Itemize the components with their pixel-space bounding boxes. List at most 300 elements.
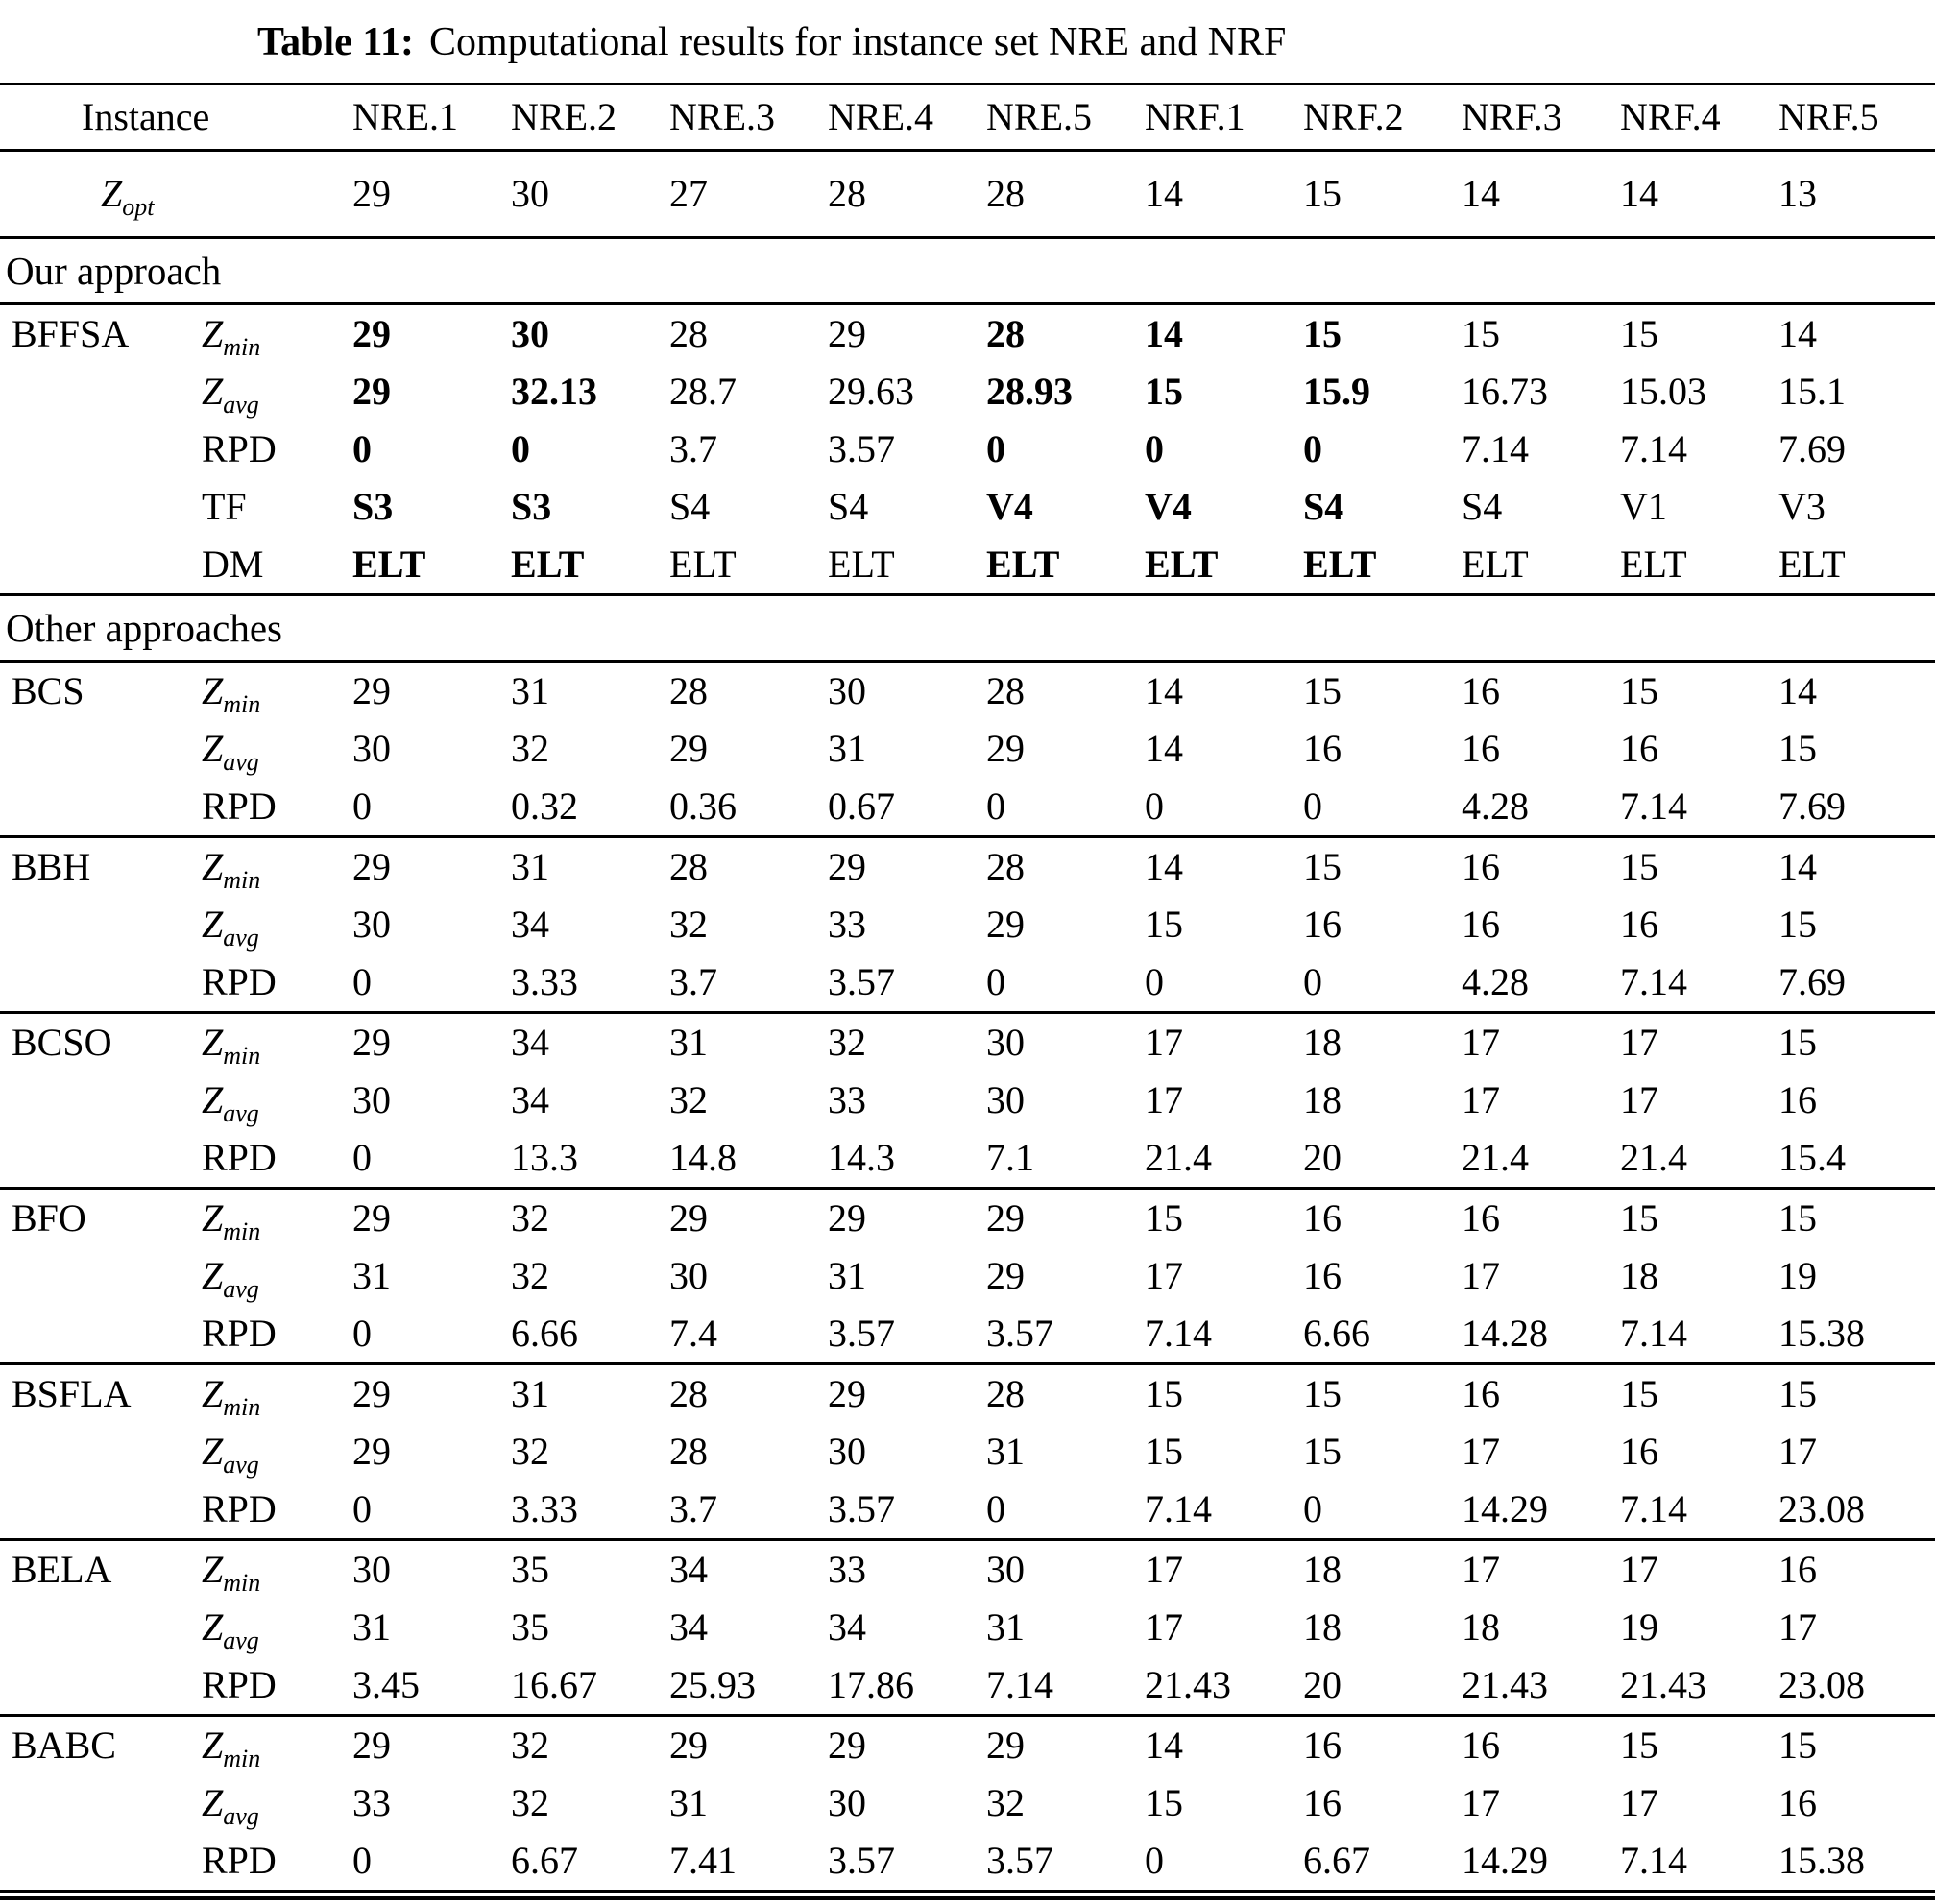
metric-subscript: avg bbox=[223, 1802, 259, 1830]
value-cell: 16 bbox=[1301, 1716, 1460, 1775]
data-row bbox=[0, 1540, 1935, 1600]
metric-label bbox=[197, 1716, 351, 1775]
value-cell: 16 bbox=[1620, 1430, 1659, 1473]
value-cell: 15 bbox=[1145, 370, 1184, 413]
value-cell: 30 bbox=[511, 312, 550, 355]
value-cell: 16 bbox=[1620, 727, 1659, 770]
metric-symbol: Z bbox=[202, 1605, 224, 1649]
value-cell: 29 bbox=[351, 1013, 509, 1073]
metric-subscript: avg bbox=[223, 1451, 259, 1479]
metric-symbol: Z bbox=[202, 1372, 224, 1415]
value-cell: 31 bbox=[986, 1430, 1026, 1473]
value-cell: 16 bbox=[1303, 727, 1342, 770]
value-cell: 3.57 bbox=[828, 427, 896, 470]
value-cell: 30 bbox=[986, 1078, 1026, 1121]
group-name: BCSO bbox=[0, 1013, 197, 1189]
metric-label: DM bbox=[202, 542, 264, 586]
metric-subscript: avg bbox=[223, 391, 259, 419]
value-cell: 28 bbox=[669, 1430, 709, 1473]
value-cell: 7.14 bbox=[1145, 1487, 1213, 1530]
value-cell: 16 bbox=[1462, 727, 1501, 770]
section-heading: Our approach bbox=[0, 238, 1935, 304]
metric-subscript: avg bbox=[223, 924, 259, 952]
value-cell: 7.41 bbox=[669, 1839, 738, 1882]
data-row bbox=[0, 536, 1935, 595]
value-cell: 3.7 bbox=[669, 960, 718, 1003]
value-cell: V4 bbox=[1145, 485, 1192, 528]
value-cell: 23.08 bbox=[1778, 1487, 1866, 1530]
data-row bbox=[0, 1774, 1935, 1832]
value-cell: 17 bbox=[1460, 1013, 1618, 1073]
value-cell: 28 bbox=[986, 312, 1026, 355]
metric-label: RPD bbox=[202, 1136, 277, 1179]
data-row bbox=[0, 720, 1935, 778]
value-cell: 3.57 bbox=[986, 1839, 1054, 1882]
column-header: NRE.5 bbox=[984, 84, 1143, 151]
data-row bbox=[0, 662, 1935, 721]
value-cell: 29 bbox=[352, 312, 392, 355]
value-cell: 15 bbox=[1303, 1430, 1342, 1473]
value-cell: 17 bbox=[1462, 1781, 1501, 1824]
value-cell: 18 bbox=[1301, 1013, 1460, 1073]
value-cell: 18 bbox=[1620, 1254, 1659, 1297]
value-cell: 19 bbox=[1620, 1605, 1659, 1649]
value-cell: S3 bbox=[352, 485, 394, 528]
group-name: BSFLA bbox=[0, 1364, 197, 1540]
metric-label: TF bbox=[202, 485, 247, 528]
value-cell: 32 bbox=[511, 1430, 550, 1473]
instance-column-header: Instance bbox=[0, 84, 351, 151]
value-cell: 17 bbox=[1620, 1078, 1659, 1121]
value-cell: 3.33 bbox=[511, 1487, 579, 1530]
value-cell: 7.69 bbox=[1778, 427, 1847, 470]
value-cell: ELT bbox=[1145, 542, 1219, 586]
value-cell: 0.36 bbox=[669, 784, 738, 828]
value-cell: 0 bbox=[1145, 1839, 1165, 1882]
data-row bbox=[0, 1305, 1935, 1364]
value-cell: 34 bbox=[511, 1078, 550, 1121]
value-cell: 31 bbox=[828, 1254, 867, 1297]
value-cell: 33 bbox=[828, 1078, 867, 1121]
data-row bbox=[0, 1072, 1935, 1129]
value-cell: 32 bbox=[509, 1716, 667, 1775]
value-cell: 15.1 bbox=[1778, 370, 1847, 413]
metric-subscript: avg bbox=[223, 1627, 259, 1654]
value-cell: 0 bbox=[352, 1136, 373, 1179]
value-cell: 16 bbox=[1460, 1364, 1618, 1424]
value-cell: 30 bbox=[352, 1078, 392, 1121]
value-cell: ELT bbox=[1303, 542, 1377, 586]
table-caption bbox=[0, 0, 1935, 83]
metric-symbol: Z bbox=[202, 370, 224, 413]
value-cell: V4 bbox=[986, 485, 1033, 528]
value-cell: 0 bbox=[352, 960, 373, 1003]
metric-subscript: min bbox=[223, 1393, 261, 1421]
metric-subscript: min bbox=[223, 1217, 261, 1245]
value-cell: 15 bbox=[1618, 1716, 1777, 1775]
value-cell: 29 bbox=[826, 837, 984, 897]
metric-symbol: Z bbox=[202, 1078, 224, 1121]
value-cell: 15 bbox=[1618, 1189, 1777, 1248]
metric-subscript: min bbox=[223, 333, 261, 361]
value-cell: 0 bbox=[1303, 960, 1323, 1003]
value-cell: 32 bbox=[509, 1189, 667, 1248]
value-cell: 15 bbox=[1145, 903, 1184, 946]
metric-symbol: Z bbox=[202, 903, 224, 946]
value-cell: ELT bbox=[352, 542, 426, 586]
metric-label bbox=[197, 1364, 351, 1424]
metric-symbol: Z bbox=[202, 727, 224, 770]
metric-label bbox=[197, 1423, 351, 1481]
zopt-row bbox=[0, 151, 1935, 238]
value-cell: 29 bbox=[986, 903, 1026, 946]
value-cell: 23.08 bbox=[1778, 1663, 1866, 1706]
value-cell: 15 bbox=[1777, 1013, 1935, 1073]
value-cell: 0 bbox=[986, 784, 1006, 828]
metric-label bbox=[197, 1247, 351, 1305]
value-cell: 7.14 bbox=[1620, 427, 1688, 470]
value-cell: 33 bbox=[828, 903, 867, 946]
metric-symbol: Z bbox=[202, 1430, 224, 1473]
value-cell: 4.28 bbox=[1462, 960, 1530, 1003]
value-cell: 29 bbox=[352, 1430, 392, 1473]
value-cell: 0 bbox=[986, 1487, 1006, 1530]
metric-symbol: Z bbox=[202, 1781, 224, 1824]
value-cell: 34 bbox=[511, 903, 550, 946]
value-cell: 30 bbox=[828, 1781, 867, 1824]
metric-label: RPD bbox=[202, 427, 277, 470]
group-name: BFO bbox=[0, 1189, 197, 1364]
value-cell: 14 bbox=[1143, 837, 1301, 897]
value-cell: 17 bbox=[1618, 1013, 1777, 1073]
value-cell: 15 bbox=[1143, 1189, 1301, 1248]
value-cell: 4.28 bbox=[1462, 784, 1530, 828]
value-cell: 16 bbox=[1620, 903, 1659, 946]
value-cell: 21.43 bbox=[1462, 1663, 1549, 1706]
value-cell: ELT bbox=[511, 542, 585, 586]
zopt-value: 28 bbox=[986, 172, 1026, 215]
value-cell: 16.73 bbox=[1462, 370, 1549, 413]
group-name: BFFSA bbox=[12, 312, 130, 355]
value-cell: 21.43 bbox=[1145, 1663, 1232, 1706]
value-cell: 7.1 bbox=[986, 1136, 1035, 1179]
value-cell: 14 bbox=[1778, 312, 1818, 355]
data-row bbox=[0, 478, 1935, 536]
value-cell: 34 bbox=[509, 1013, 667, 1073]
value-cell: 6.66 bbox=[1303, 1312, 1371, 1355]
value-cell: 32 bbox=[511, 727, 550, 770]
value-cell: 3.57 bbox=[986, 1312, 1054, 1355]
value-cell: 15 bbox=[1778, 903, 1818, 946]
value-cell: 32 bbox=[986, 1781, 1026, 1824]
value-cell: 18 bbox=[1301, 1540, 1460, 1600]
results-table bbox=[0, 83, 1935, 1900]
value-cell: 7.69 bbox=[1778, 960, 1847, 1003]
value-cell: 28 bbox=[986, 669, 1026, 712]
value-cell: 13.3 bbox=[511, 1136, 579, 1179]
data-row bbox=[0, 304, 1935, 364]
value-cell: 15.9 bbox=[1303, 370, 1371, 413]
value-cell: 15 bbox=[1777, 1716, 1935, 1775]
column-header: NRF.4 bbox=[1618, 84, 1777, 151]
metric-subscript: avg bbox=[223, 1099, 259, 1127]
metric-subscript: opt bbox=[122, 193, 155, 221]
value-cell: 29 bbox=[352, 669, 392, 712]
column-header: NRF.5 bbox=[1777, 84, 1935, 151]
value-cell: 14 bbox=[1145, 727, 1184, 770]
metric-label: RPD bbox=[202, 1663, 277, 1706]
data-row bbox=[0, 421, 1935, 478]
value-cell: 29 bbox=[984, 1716, 1143, 1775]
zopt-value: 27 bbox=[669, 172, 709, 215]
metric-symbol: Z bbox=[202, 312, 224, 355]
value-cell: 28 bbox=[984, 1364, 1143, 1424]
data-row bbox=[0, 1423, 1935, 1481]
zopt-value: 14 bbox=[1145, 172, 1184, 215]
value-cell: 30 bbox=[351, 1540, 509, 1600]
metric-symbol: Z bbox=[202, 669, 224, 712]
column-header: NRE.4 bbox=[826, 84, 984, 151]
column-header: NRF.2 bbox=[1301, 84, 1460, 151]
value-cell: 16 bbox=[1303, 1254, 1342, 1297]
value-cell: 14 bbox=[1145, 312, 1184, 355]
value-cell: 16 bbox=[1460, 837, 1618, 897]
value-cell: 29 bbox=[828, 312, 867, 355]
metric-subscript: min bbox=[223, 1745, 261, 1772]
data-row bbox=[0, 1189, 1935, 1248]
group-name: BABC bbox=[0, 1716, 197, 1895]
metric-symbol: Z bbox=[202, 1254, 224, 1297]
value-cell: 29 bbox=[667, 1189, 826, 1248]
value-cell: 29 bbox=[986, 727, 1026, 770]
value-cell: 3.57 bbox=[828, 1312, 896, 1355]
value-cell: 15.4 bbox=[1778, 1136, 1847, 1179]
value-cell: 3.57 bbox=[828, 1839, 896, 1882]
metric-subscript: min bbox=[223, 866, 261, 894]
value-cell: 30 bbox=[984, 1013, 1143, 1073]
data-row bbox=[0, 1716, 1935, 1775]
value-cell: 17 bbox=[1778, 1605, 1818, 1649]
data-row bbox=[0, 953, 1935, 1013]
metric-label: RPD bbox=[202, 960, 277, 1003]
value-cell: 3.7 bbox=[669, 427, 718, 470]
value-cell: 15.03 bbox=[1620, 370, 1707, 413]
value-cell: 15 bbox=[1778, 727, 1818, 770]
value-cell: 28.93 bbox=[986, 370, 1074, 413]
value-cell: 20 bbox=[1303, 1663, 1342, 1706]
metric-label bbox=[197, 1189, 351, 1248]
metric-label: RPD bbox=[202, 784, 277, 828]
value-cell: 14.3 bbox=[828, 1136, 896, 1179]
data-row bbox=[0, 1832, 1935, 1895]
value-cell: 0 bbox=[1303, 1487, 1323, 1530]
value-cell: 17 bbox=[1462, 1078, 1501, 1121]
value-cell: 7.4 bbox=[669, 1312, 718, 1355]
group-name: BCS bbox=[12, 669, 85, 712]
value-cell: 21.4 bbox=[1145, 1136, 1213, 1179]
value-cell: 16 bbox=[1460, 1716, 1618, 1775]
value-cell: 0 bbox=[1145, 784, 1165, 828]
value-cell: 14.29 bbox=[1462, 1839, 1549, 1882]
value-cell: 31 bbox=[511, 669, 550, 712]
value-cell: 20 bbox=[1303, 1136, 1342, 1179]
value-cell: 30 bbox=[984, 1540, 1143, 1600]
value-cell: 6.66 bbox=[511, 1312, 579, 1355]
value-cell: 30 bbox=[828, 1430, 867, 1473]
metric-label bbox=[197, 363, 351, 421]
value-cell: 14 bbox=[1778, 669, 1818, 712]
value-cell: 34 bbox=[828, 1605, 867, 1649]
value-cell: 0.67 bbox=[828, 784, 896, 828]
section-row bbox=[0, 238, 1935, 304]
value-cell: 7.14 bbox=[1620, 1839, 1688, 1882]
metric-label bbox=[197, 1013, 351, 1073]
value-cell: ELT bbox=[828, 542, 895, 586]
value-cell: 16 bbox=[1303, 1781, 1342, 1824]
value-cell: S4 bbox=[669, 485, 711, 528]
data-row bbox=[0, 1129, 1935, 1189]
value-cell: 7.69 bbox=[1778, 784, 1847, 828]
data-row bbox=[0, 363, 1935, 421]
metric-label: RPD bbox=[202, 1487, 277, 1530]
value-cell: 15.38 bbox=[1778, 1312, 1866, 1355]
column-header: NRE.3 bbox=[667, 84, 826, 151]
value-cell: 32 bbox=[826, 1013, 984, 1073]
value-cell: 15 bbox=[1618, 1364, 1777, 1424]
zopt-value: 13 bbox=[1778, 172, 1818, 215]
value-cell: 35 bbox=[511, 1605, 550, 1649]
value-cell: 0 bbox=[1303, 427, 1323, 470]
value-cell: 15 bbox=[1618, 837, 1777, 897]
value-cell: 3.57 bbox=[828, 960, 896, 1003]
value-cell: 33 bbox=[352, 1781, 392, 1824]
value-cell: 0 bbox=[352, 1487, 373, 1530]
value-cell: 34 bbox=[669, 1605, 709, 1649]
table-head bbox=[0, 84, 1935, 151]
metric-subscript: min bbox=[223, 690, 261, 718]
metric-subscript: avg bbox=[223, 748, 259, 776]
group-name: BBH bbox=[0, 837, 197, 1013]
value-cell: 15 bbox=[1145, 1781, 1184, 1824]
value-cell: 21.4 bbox=[1462, 1136, 1530, 1179]
zopt-label bbox=[0, 151, 351, 238]
data-row bbox=[0, 1013, 1935, 1073]
value-cell: 15 bbox=[1777, 1189, 1935, 1248]
metric-symbol: Z bbox=[202, 1196, 224, 1240]
value-cell: 28 bbox=[669, 312, 709, 355]
metric-label: RPD bbox=[202, 1839, 277, 1882]
value-cell: V1 bbox=[1620, 485, 1667, 528]
value-cell: 16 bbox=[1778, 1781, 1818, 1824]
value-cell: 17 bbox=[1143, 1540, 1301, 1600]
zopt-value: 14 bbox=[1620, 172, 1659, 215]
value-cell: 0 bbox=[352, 1312, 373, 1355]
value-cell: 34 bbox=[667, 1540, 826, 1600]
column-header: NRF.1 bbox=[1143, 84, 1301, 151]
table-caption-title: Computational results for instance set NRE and NRF bbox=[429, 20, 1287, 64]
metric-symbol: Z bbox=[202, 845, 224, 888]
value-cell: 15 bbox=[1301, 837, 1460, 897]
value-cell: 19 bbox=[1778, 1254, 1818, 1297]
value-cell: 21.43 bbox=[1620, 1663, 1707, 1706]
value-cell: 14 bbox=[1145, 669, 1184, 712]
metric-symbol: Z bbox=[202, 1021, 224, 1064]
metric-subscript: avg bbox=[223, 1275, 259, 1303]
value-cell: 29 bbox=[984, 1189, 1143, 1248]
value-cell: 0 bbox=[1145, 427, 1165, 470]
data-row bbox=[0, 837, 1935, 897]
value-cell: 17 bbox=[1460, 1540, 1618, 1600]
metric-label bbox=[197, 1599, 351, 1656]
value-cell: 15.38 bbox=[1778, 1839, 1866, 1882]
data-row bbox=[0, 1364, 1935, 1424]
data-row bbox=[0, 1247, 1935, 1305]
metric-label bbox=[197, 720, 351, 778]
value-cell: 31 bbox=[828, 727, 867, 770]
value-cell: 17 bbox=[1618, 1540, 1777, 1600]
value-cell: 29 bbox=[351, 1716, 509, 1775]
value-cell: 29 bbox=[352, 370, 392, 413]
value-cell: 30 bbox=[352, 903, 392, 946]
group-name: BELA bbox=[0, 1540, 197, 1716]
metric-label bbox=[197, 1774, 351, 1832]
value-cell: S4 bbox=[1303, 485, 1344, 528]
zopt-value: 28 bbox=[828, 172, 867, 215]
value-cell: 16 bbox=[1777, 1540, 1935, 1600]
value-cell: 17 bbox=[1145, 1078, 1184, 1121]
value-cell: 3.57 bbox=[828, 1487, 896, 1530]
value-cell: 3.45 bbox=[352, 1663, 421, 1706]
value-cell: ELT bbox=[986, 542, 1060, 586]
value-cell: 32.13 bbox=[511, 370, 598, 413]
value-cell: 7.14 bbox=[1620, 1487, 1688, 1530]
metric-label bbox=[197, 837, 351, 897]
value-cell: 32 bbox=[669, 1078, 709, 1121]
value-cell: 21.4 bbox=[1620, 1136, 1688, 1179]
value-cell: 29 bbox=[826, 1716, 984, 1775]
metric-label bbox=[197, 304, 351, 364]
value-cell: 31 bbox=[669, 1781, 709, 1824]
value-cell: 0 bbox=[511, 427, 531, 470]
value-cell: 17 bbox=[1462, 1254, 1501, 1297]
table-body bbox=[0, 151, 1935, 1895]
value-cell: 33 bbox=[826, 1540, 984, 1600]
value-cell: 31 bbox=[667, 1013, 826, 1073]
value-cell: 17 bbox=[1778, 1430, 1818, 1473]
value-cell: 14.28 bbox=[1462, 1312, 1549, 1355]
data-row bbox=[0, 1599, 1935, 1656]
value-cell: 30 bbox=[669, 1254, 709, 1297]
value-cell: 17 bbox=[1145, 1254, 1184, 1297]
value-cell: 14.8 bbox=[669, 1136, 738, 1179]
metric-symbol: Z bbox=[101, 172, 123, 215]
value-cell: 15 bbox=[1301, 1364, 1460, 1424]
metric-subscript: min bbox=[223, 1569, 261, 1597]
value-cell: 7.14 bbox=[986, 1663, 1054, 1706]
value-cell: ELT bbox=[1620, 542, 1687, 586]
value-cell: 15 bbox=[1303, 312, 1342, 355]
value-cell: 16 bbox=[1462, 903, 1501, 946]
value-cell: 14.29 bbox=[1462, 1487, 1549, 1530]
value-cell: 32 bbox=[669, 903, 709, 946]
value-cell: 16 bbox=[1303, 903, 1342, 946]
value-cell: 31 bbox=[986, 1605, 1026, 1649]
data-row bbox=[0, 896, 1935, 953]
metric-label bbox=[197, 662, 351, 721]
zopt-value: 30 bbox=[511, 172, 550, 215]
value-cell: 17 bbox=[1462, 1430, 1501, 1473]
value-cell: 16 bbox=[1460, 1189, 1618, 1248]
